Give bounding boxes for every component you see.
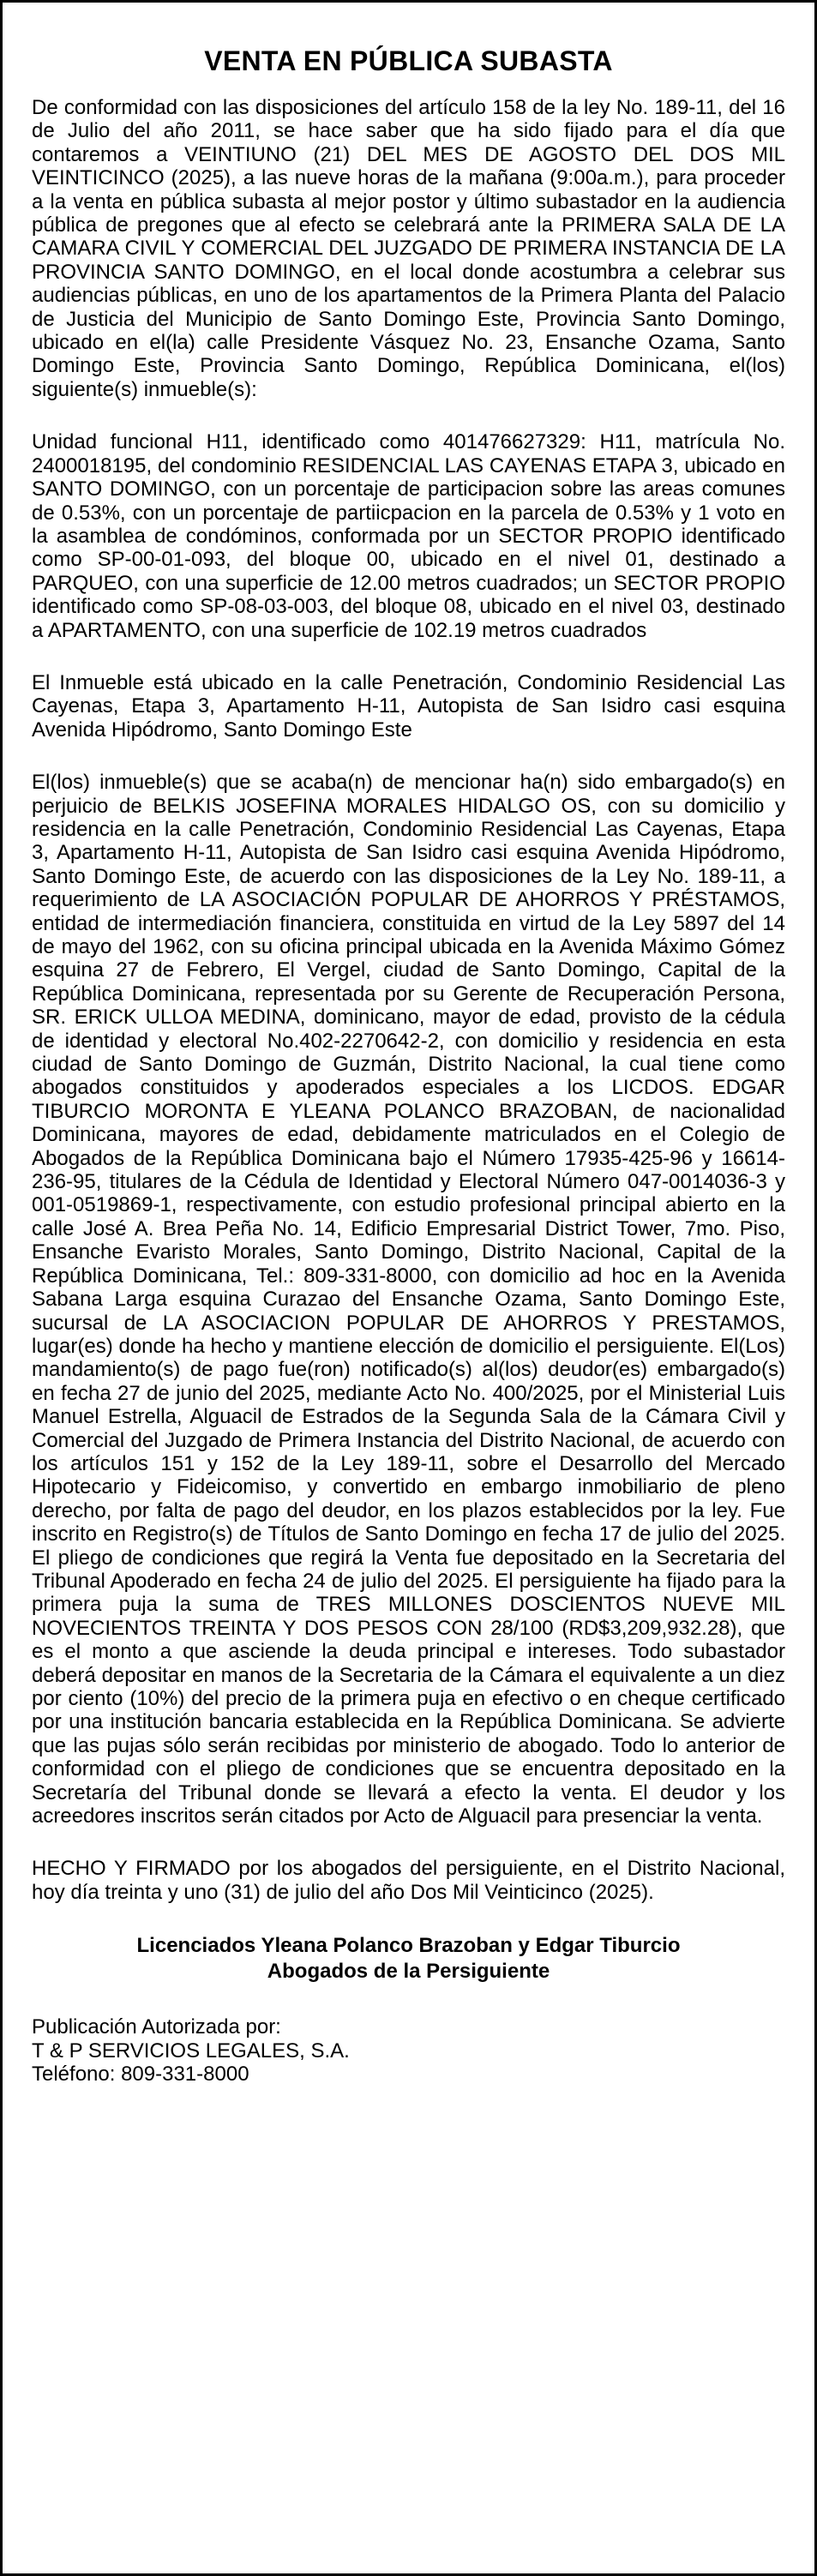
signature-block (32, 1933, 785, 1985)
paragraph-signed-statement: HECHO Y FIRMADO por los abogados del persiguiente, en el Distrito Nacional, hoy día treinta y uno (31) de julio del año Dos Mil Veinticinco (2025). (32, 1857, 785, 1904)
paragraph-seizure-details: El(los) inmueble(s) que se acaba(n) de mencionar ha(n) sido embargado(s) en perjuicio de BELKIS JOSEFINA MORALES HIDALGO OS, con su domicilio y residencia en la calle Penetración, Condominio Residencial Las Cayenas, Etapa 3, Apartamento H-11, Autopista de San Isidro casi esquina Avenida Hipódromo, Santo Domingo Este, de acuerdo con las disposiciones de la Ley No. 189-11, a requerimiento de LA ASOCIACIÓN POPULAR DE AHORROS Y PRÉSTAMOS, entidad de intermediación financiera, constituida en virtud de la Ley 5897 del 14 de mayo del 1962, con su oficina principal ubicada en la Avenida Máximo Gómez esquina 27 de Febrero, El Vergel, ciudad de Santo Domingo, Capital de la República Dominicana, representada por su Gerente de Recuperación Persona, SR. ERICK ULLOA MEDINA, dominicano, mayor de edad, provisto de la cédula de identidad y electoral No.402-2270642-2, con domicilio y residencia en esta ciudad de Santo Domingo de Guzmán, Distrito Nacional, la cual tiene como abogados constituidos y apoderados especiales a los LICDOS. EDGAR TIBURCIO MORONTA E YLEANA POLANCO BRAZOBAN, de nacionalidad Dominicana, mayores de edad, debidamente matriculados en el Colegio de Abogados de la República Dominicana bajo el Número 17935-425-96 y 16614-236-95, titulares de la Cédula de Identidad y Electoral Número 047-0014036-3 y 001-0519869-1, respectivamente, con estudio profesional principal abierto en la calle José A. Brea Peña No. 14, Edificio Empresarial District Tower, 7mo. Piso, Ensanche Evaristo Morales, Santo Domingo, Distrito Nacional, Capital de la República Dominicana, Tel.: 809-331-8000, con domicilio ad hoc en la Avenida Sabana Larga esquina Curazao del Ensanche Ozama, Santo Domingo Este, sucursal de LA ASOCIACION POPULAR DE AHORROS Y PRESTAMOS, lugar(es) donde ha hecho y mantiene elección de domicilio el persiguiente. El(Los) mandamiento(s) de pago fue(ron) notificado(s) al(los) deudor(es) embargado(s) en fecha 27 de junio del 2025, mediante Acto No. 400/2025, por el Ministerial Luis Manuel Estrella, Alguacil de Estrados de la Segunda Sala de la Cámara Civil y Comercial del Juzgado de Primera Instancia del Distrito Nacional, de acuerdo con los artículos 151 y 152 de la Ley 189-11, sobre el Desarrollo del Mercado Hipotecario y Fideicomiso, y convertido en embargo inmobiliario de pleno derecho, por falta de pago del deudor, en los plazos establecidos por la ley. Fue inscrito en Registro(s) de Títulos de Santo Domingo en fecha 17 de julio del 2025. El pliego de condiciones que regirá la Venta fue depositado en la Secretaria del Tribunal Apoderado en fecha 24 de julio del 2025. El persiguiente ha fijado para la primera puja la suma de TRES MILLONES DOSCIENTOS NUEVE MIL NOVECIENTOS TREINTA Y DOS PESOS CON 28/100 (RD$3,209,932.28), que es el monto a que asciende la deuda principal e intereses. Todo subastador deberá depositar en manos de la Secretaria de la Cámara el equivalente a un diez por ciento (10%) del precio de la primera puja en efectivo o en cheque certificado por una institución bancaria establecida en la República Dominicana. Se advierte que las pujas sólo serán recibidas por ministerio de abogado. Todo lo anterior de conformidad con el pliego de condiciones que se encuentra depositado en la Secretaría del Tribunal donde se llevará a efecto la venta. El deudor y los acreedores inscritos serán citados por Acto de Alguacil para presenciar la venta. (32, 771, 785, 1828)
paragraph-auction-details: De conformidad con las disposiciones del artículo 158 de la ley No. 189-11, del 16 de Julio del año 2011, se hace saber que ha sido fijado para el día que contaremos a VEINTIUNO (21) DEL MES DE AGOSTO DEL DOS MIL VEINTICINCO (2025), a las nueve horas de la mañana (9:00a.m.), para proceder a la venta en pública subasta al mejor postor y último subastador en la audiencia pública de pregones que al efecto se celebrará ante la PRIMERA SALA DE LA CAMARA CIVIL Y COMERCIAL DEL JUZGADO DE PRIMERA INSTANCIA DE LA PROVINCIA SANTO DOMINGO, en el local donde acostumbra a celebrar sus audiencias públicas, en uno de los apartamentos de la Primera Planta del Palacio de Justicia del Municipio de Santo Domingo Este, Provincia Santo Domingo, ubicado en el(la) calle Presidente Vásquez No. 23, Ensanche Ozama, Santo Domingo Este, Provincia Santo Domingo, República Dominicana, el(los) siguiente(s) inmueble(s): (32, 96, 785, 401)
signature-lawyers: Licenciados Yleana Polanco Brazoban y Edgar Tiburcio (136, 1934, 681, 1958)
paragraph-property-location: El Inmueble está ubicado en la calle Penetración, Condominio Residencial Las Cayenas, Etapa 3, Apartamento H-11, Autopista de San Isidro casi esquina Avenida Hipódromo, Santo Domingo Este (32, 670, 785, 742)
notice-title: VENTA EN PÚBLICA SUBASTA (204, 45, 613, 76)
paragraph-property-description: Unidad funcional H11, identificado como 401476627329: H11, matrícula No. 2400018195, del condominio RESIDENCIAL LAS CAYENAS ETAPA 3, ubicado en SANTO DOMINGO, con un porcentaje de participacion sobre las areas comunes de 0.53%, con un porcentaje de partiicpacion en la parcela de 0.53% y 1 voto en la asamblea de condóminos, conformada por un SECTOR PROPIO identificado como SP-00-01-093, del bloque 00, ubicado en el nivel 01, destinado a PARQUEO, con una superficie de 12.00 metros cuadrados; un SECTOR PROPIO identificado como SP-08-03-003, del bloque 08, ubicado en el nivel 03, destinado a APARTAMENTO, con una superficie de 102.19 metros cuadrados (32, 430, 785, 642)
publication-info (32, 2015, 785, 2087)
publication-phone: Teléfono: 809-331-8000 (32, 2063, 249, 2087)
publication-label: Publicación Autorizada por: (32, 2015, 281, 2039)
publication-company: T & P SERVICIOS LEGALES, S.A. (32, 2039, 350, 2063)
signature-role: Abogados de la Persiguiente (267, 1960, 550, 1984)
